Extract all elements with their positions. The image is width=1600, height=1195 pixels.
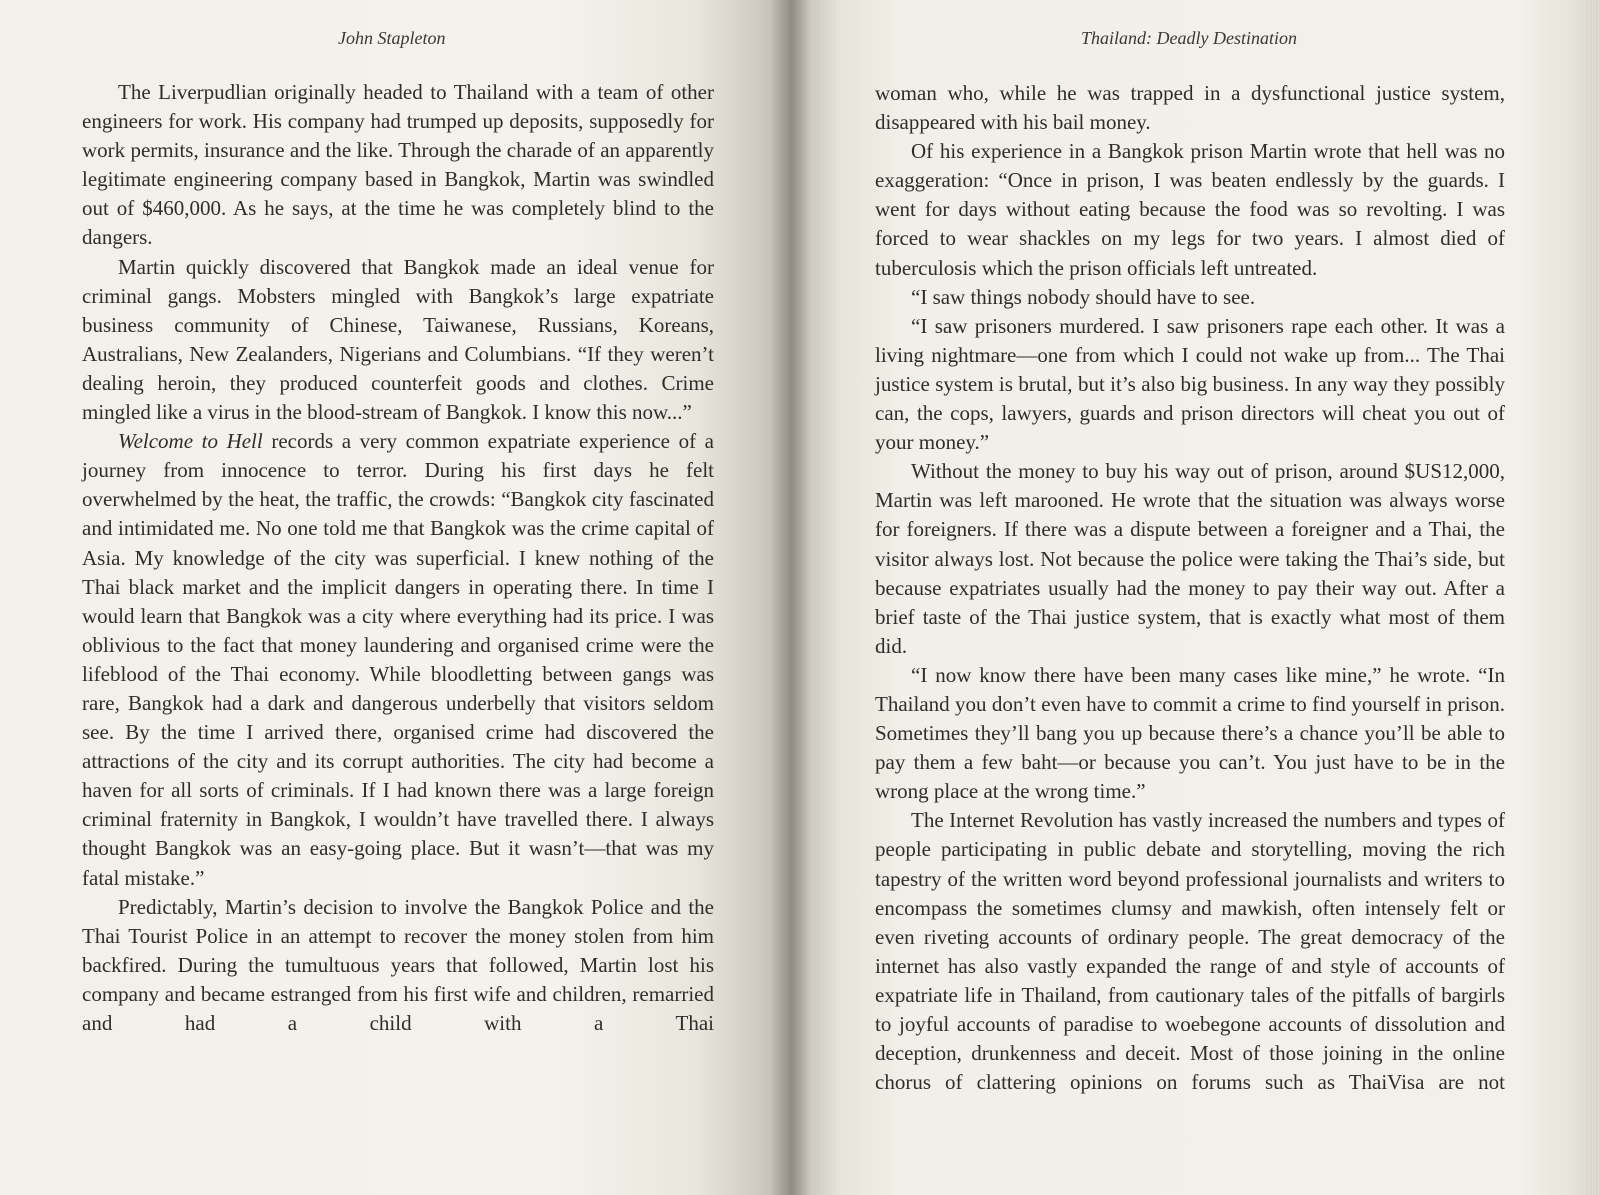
right-page-body (875, 79, 1505, 1097)
paragraph: Without the money to buy his way out of prison, around $US12,000, Martin was left marooned. He wrote that the situation was always worse for foreigners. If there was a dispute between a foreigner and a Thai, the visitor always lost. Not because the police were taking the Thai’s side, but because expatriates usually had the money to pay their way out. After a brief taste of the Thai justice system, that is exactly what most of them did. (875, 459, 1505, 658)
paragraph: The Internet Revolution has vastly increased the numbers and types of people participating in public debate and storytelling, moving the rich tapestry of the written word beyond professional journalists and writers to encompass the sometimes clumsy and mawkish, often intensely felt or even riveting accounts of ordinary people. The great democracy of the internet has also vastly expanded the range of and style of accounts of expatriate life in Thailand, from cautionary tales of the pitfalls of bargirls to joyful accounts of paradise to woebegone accounts of dissolution and deception, drunkenness and deceit. Most of those joining in the online chorus of clattering opinions on forums such as ThaiVisa are not (875, 808, 1505, 1095)
paragraph: The Liverpudlian originally headed to Thailand with a team of other engineers for work. His company had trumped up deposits, supposedly for work permits, insurance and the like. Through the charade of an apparently legitimate engineering company based in Bangkok, Martin was swindled out of $460,000. As he says, at the time he was completely blind to the dangers. (82, 80, 714, 250)
paragraph (82, 427, 714, 893)
running-head-author: John Stapleton (338, 28, 446, 48)
paragraph: Predictably, Martin’s decision to involve the Bangkok Police and the Thai Tourist Police in an attempt to recover the money stolen from him backfired. During the tumultuous years that followed, Martin lost his company and became estranged from his first wife and children, remarried and had a child with a Thai (82, 894, 714, 1035)
paragraph: “I saw things nobody should have to see. (911, 284, 1256, 309)
paragraph-continued: woman who, while he was trapped in a dysfunctional justice system, disappeared with his bail money. (875, 81, 1505, 135)
book-title-italic: Welcome to Hell (118, 429, 263, 454)
book-gutter-shadow (770, 0, 810, 1195)
paragraph: “I saw prisoners murdered. I saw prisoners rape each other. It was a living nightmare—one from which I could not wake up from... The Thai justice system is brutal, but it’s also big business. In any way they possibly can, the cops, lawyers, guards and prison directors will cheat you out of your money.” (875, 313, 1505, 455)
running-head-title: Thailand: Deadly Destination (1081, 28, 1297, 48)
left-page-body (82, 78, 714, 1038)
right-page (790, 0, 1600, 1195)
paragraph: Of his experience in a Bangkok prison Martin wrote that hell was no exaggeration: “Once in prison, I was beaten endlessly by the guards. I went for days without eating because the food was so revolting. I was forced to wear shackles on my legs for two years. I almost died of tuberculosis which the prison officials left untreated. (875, 139, 1505, 280)
page-edges (1588, 0, 1600, 1195)
paragraph-text: records a very common expatriate experience of a journey from innocence to terror. During his first days he felt overwhelmed by the heat, the traffic, the crowds: “Bangkok city fascinated and intimidated me. No one told me that Bangkok was the crime capital of Asia. My knowledge of the city was superficial. I knew nothing of the Thai black market and the implicit dangers in operating there. In time I would learn that Bangkok was a city where everything had its price. I was oblivious to the fact that money laundering and organised crime were the lifeblood of the Thai economy. While bloodletting between gangs was rare, Bangkok had a dark and dangerous underbelly that visitors seldom see. By the time I arrived there, organised crime had discovered the attractions of the city and its corrupt authorities. The city had become a haven for all sorts of criminals. If I had known there was a large foreign criminal fraternity in Bangkok, I wouldn’t have travelled there. I always thought Bangkok was an easy-going place. But it wasn’t—that was my fatal mistake.” (82, 429, 714, 890)
paragraph: “I now know there have been many cases like mine,” he wrote. “In Thailand you don’t even have to commit a crime to find yourself in prison. Sometimes they’ll bang you up because there’s a chance you’ll be able to pay them a few baht—or because you can’t. You just have to be in the wrong place at the wrong time.” (875, 662, 1505, 804)
paragraph: Martin quickly discovered that Bangkok made an ideal venue for criminal gangs. Mobsters mingled with Bangkok’s large expatriate business community of Chinese, Taiwanese, Russians, Koreans, Australians, New Zealanders, Nigerians and Columbians. “If they weren’t dealing heroin, they produced counterfeit goods and clothes. Crime mingled like a virus in the blood-stream of Bangkok. I know this now...” (82, 254, 714, 425)
left-page (0, 0, 790, 1195)
